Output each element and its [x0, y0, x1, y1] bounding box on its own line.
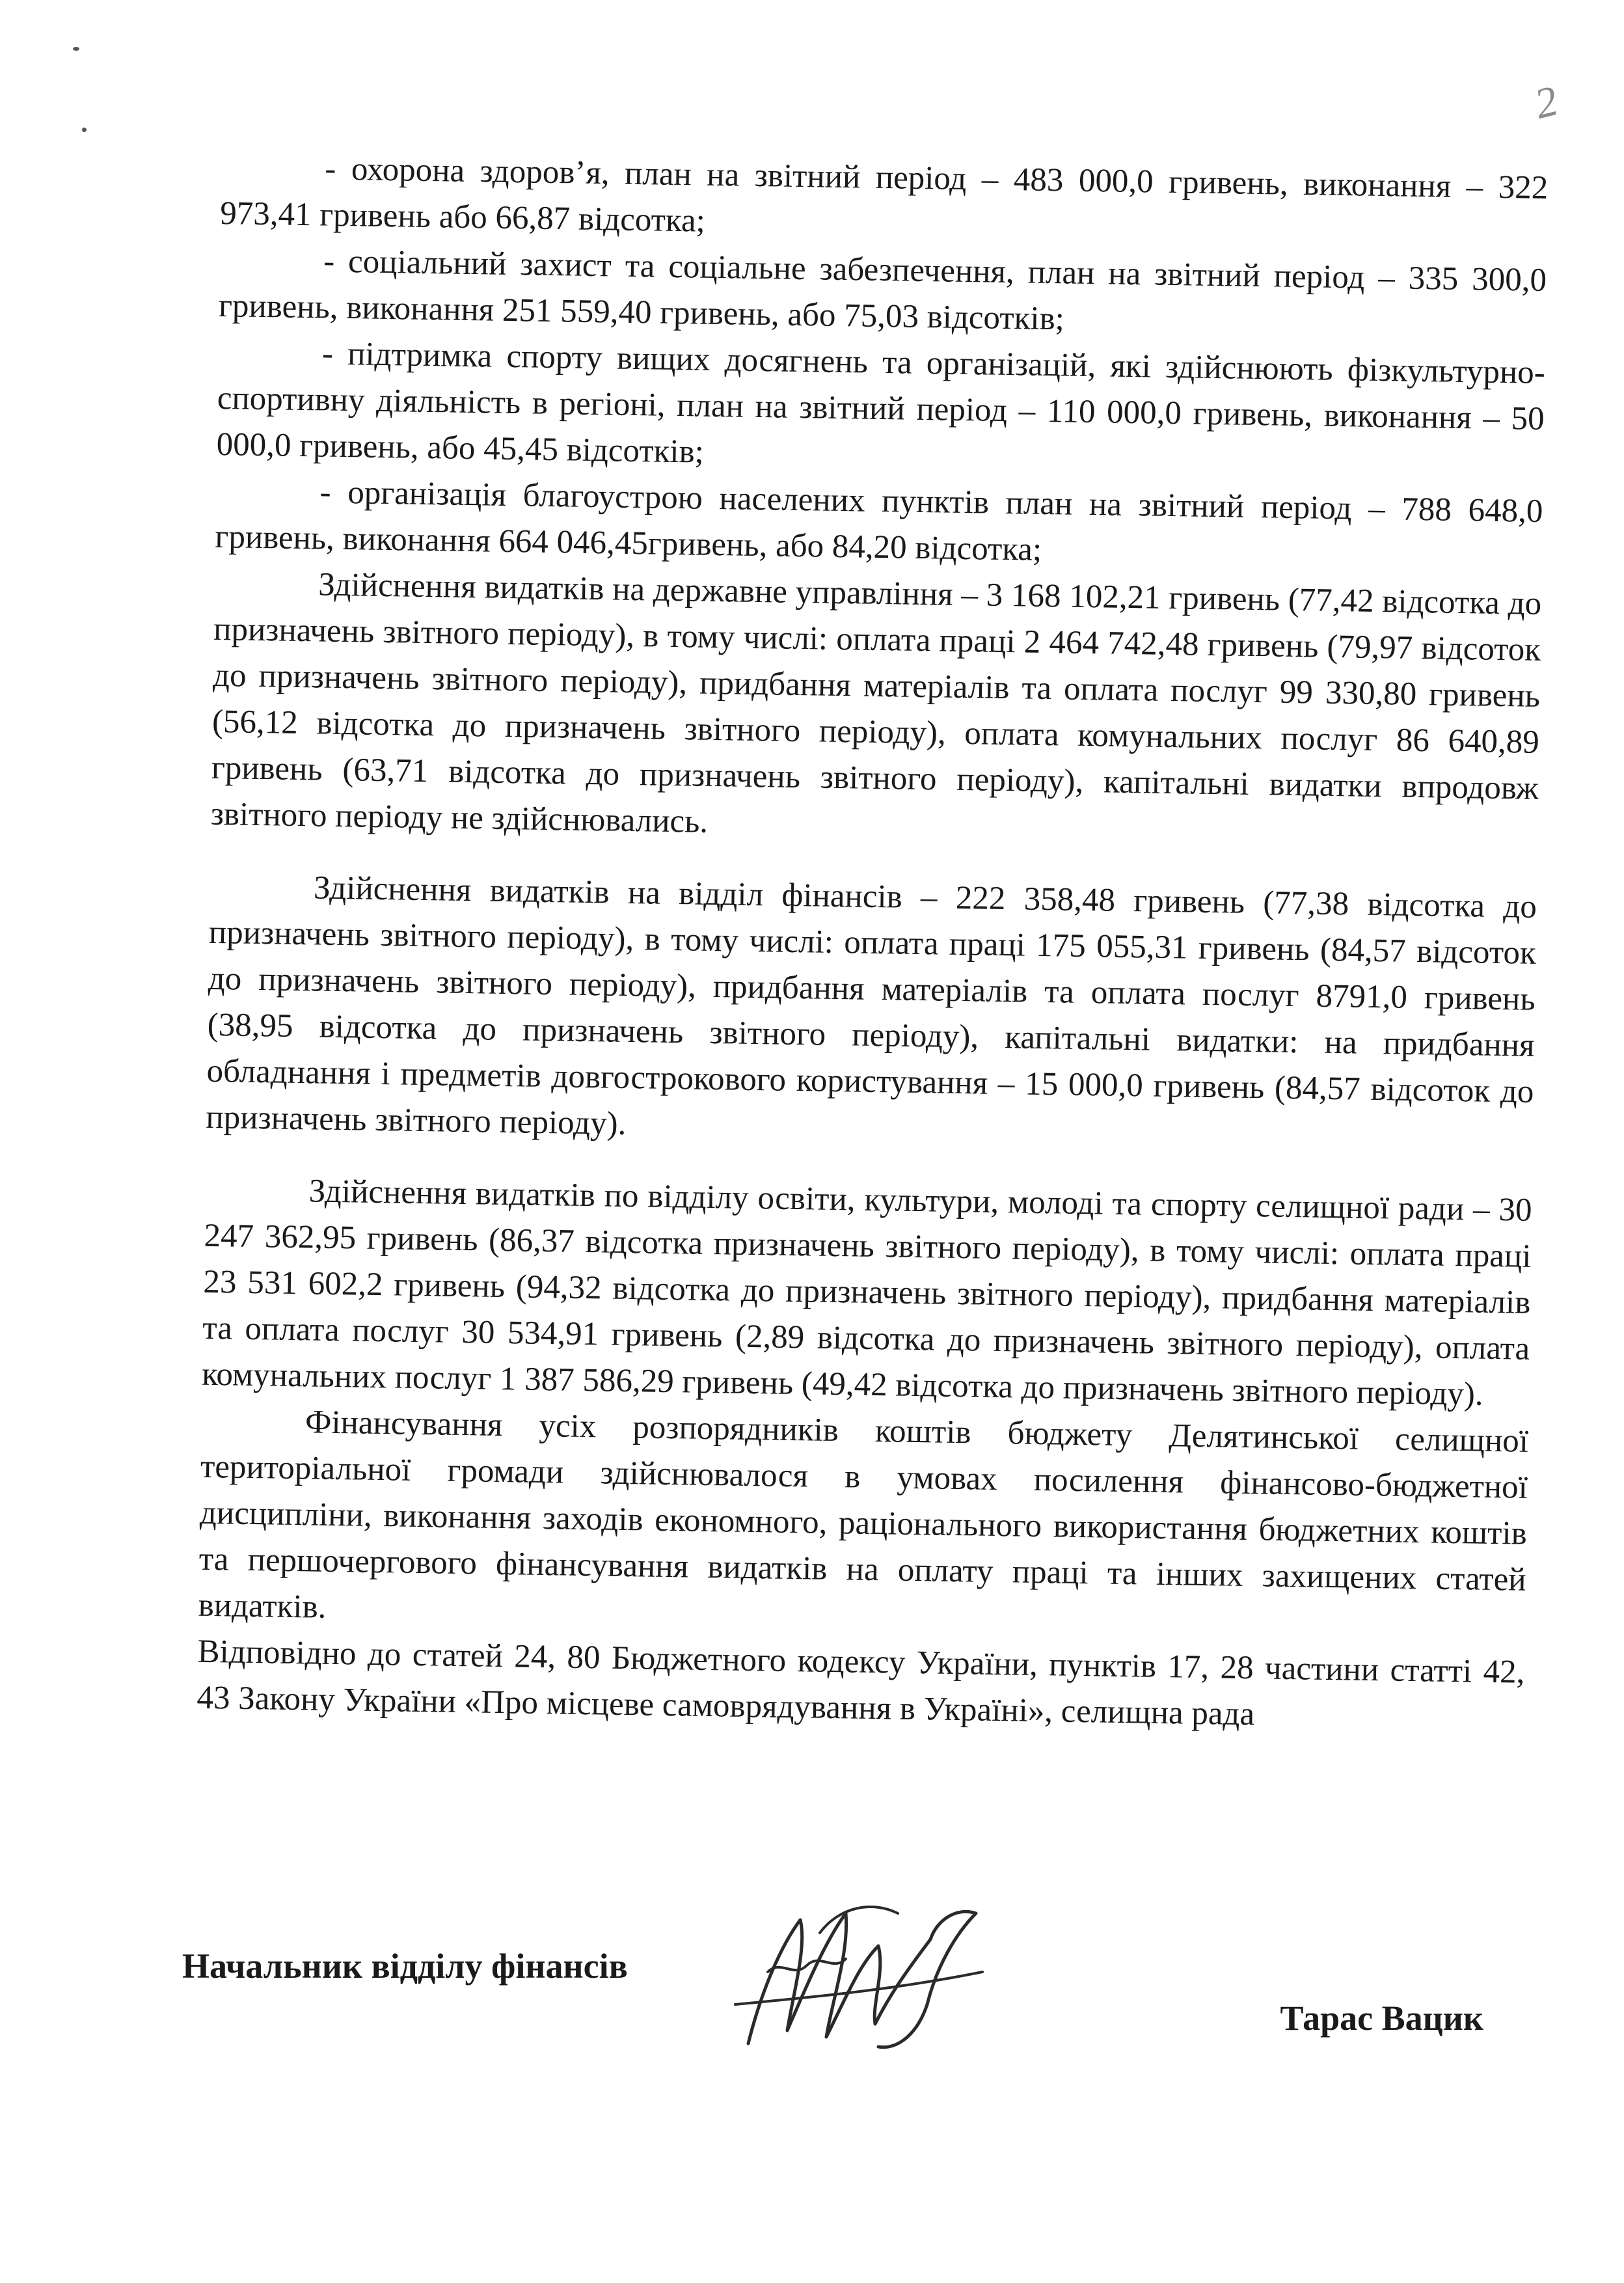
signature-block	[182, 1920, 1483, 2115]
signatory-title: Начальник відділу фінансів	[182, 1947, 628, 1986]
scan-speck	[82, 128, 87, 132]
paragraph-improvement: - організація благоустрою населених пунктів план на звітний період – 788 648,0 гривень, виконання 664 046,45гривень, або 84,20 відсотка;	[215, 474, 1543, 568]
paragraph-education: Здійснення видатків по відділу освіти, культури, молоді та спорту селищної ради – 30 247 362,95 гривень (86,37 відсотка призначень звітного періоду), в тому числі: оплата праці 23 531 602,2 гривень (94,32 відсотка до призначень звітного періоду), придбання матеріалів та оплата послуг 30 534,91 гривень (2,89 відсотка до призначень звітного періоду), оплата комунальних послуг 1 387 586,29 гривень (49,42 відсотка до призначень звітного періоду).	[201, 1173, 1532, 1413]
signatory-name: Тарас Вацик	[1280, 1999, 1483, 2038]
paragraph-health: - охорона здоров’я, план на звітний період – 483 000,0 гривень, виконання – 322 973,41 гривень або 66,87 відсотка;	[219, 150, 1549, 239]
scan-speck	[73, 47, 79, 51]
paragraph-finance-dept: Здійснення видатків на відділ фінансів – 222 358,48 гривень (77,38 відсотка до призначень звітного періоду), в тому числі: оплата праці 175 055,31 гривень (84,57 відсоток до призначень звітного періоду), придбання матеріалів та оплата послуг 8791,0 гривень (38,95 відсотка до призначень звітного періоду), капітальні видатки: на придбання обладнання і предметів довгострокового користування – 15 000,0 гривень (84,57 відсоток до призначень звітного періоду).	[206, 869, 1537, 1142]
paragraph-legal-basis: Відповідно до статей 24, 80 Бюджетного кодексу України, пунктів 17, 28 частини статті 42, 43 Закону України «Про місцеве самоврядування в Україні», селищна рада	[196, 1633, 1525, 1733]
body-text	[196, 144, 1549, 1742]
paragraph-social: - соціальний захист та соціальне забезпечення, план на звітний період – 335 300,0 гривень, виконання 251 559,40 гривень, або 75,03 відсотків;	[218, 243, 1547, 338]
paragraph-financing: Фінансування усіх розпорядників коштів бюджету Делятинської селищної територіальної громади здійснювалося в умовах посилення фінансово-бюджетної дисципліни, виконання заходів економного, раціонального використання бюджетних коштів та першочергового фінансування видатків на оплату праці та інших захищених статей видатків.	[198, 1404, 1529, 1626]
page-number: 2	[1530, 77, 1563, 128]
handwritten-signature	[722, 1894, 1002, 2063]
paragraph-state-admin: Здійснення видатків на державне управління – 3 168 102,21 гривень (77,42 відсотка до призначень звітного періоду), в тому числі: оплата праці 2 464 742,48 гривень (79,97 відсоток до призначень звітного періоду), придбання матеріалів та оплата послуг 99 330,80 гривень (56,12 відсотка до призначень звітного періоду), оплата комунальних послуг 86 640,89 гривень (63,71 відсотка до призначень звітного періоду), капітальні видатки впродовж звітного періоду не здійснювались.	[210, 566, 1542, 840]
paragraph-sport: - підтримка спорту вищих досягнень та організацій, які здійснюють фізкультурно-спортивну діяльність в регіоні, план на звітний період – 110 000,0 гривень, виконання – 50 000,0 гривень, або 45,45 відсотків;	[216, 335, 1546, 471]
